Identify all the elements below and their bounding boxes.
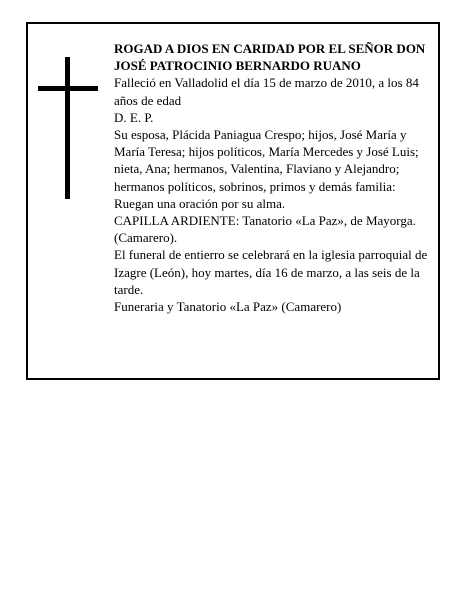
prayer-request: Ruegan una oración por su alma.	[114, 195, 286, 211]
rest-in-peace: D. E. P.	[114, 109, 154, 125]
notice-body	[114, 40, 436, 315]
cross-icon	[38, 57, 98, 199]
obituary-notice	[26, 22, 440, 380]
chapel-info: CAPILLA ARDIENTE: Tanatorio «La Paz», de Mayorga. (Camarero).	[114, 213, 416, 246]
family-list: Su esposa, Plácida Paniagua Crespo; hijos, José María y María Teresa; hijos políticos, María Mercedes y José Luis; nieta, Ana; hermanos, Valentina, Flaviano y Alejandro; hermanos políticos, sobrinos, primos y demás familia:	[114, 127, 419, 194]
cross-horizontal-bar	[38, 86, 98, 91]
funeral-info: El funeral de entierro se celebrará en la iglesia parroquial de Izagre (León), hoy martes, día 16 de marzo, a las seis de la tarde.	[114, 247, 428, 297]
death-details: Falleció en Valladolid el día 15 de marzo de 2010, a los 84 años de edad	[114, 75, 419, 108]
notice-heading: ROGAD A DIOS EN CARIDAD POR EL SEÑOR DON JOSÉ PATROCINIO BERNARDO RUANO	[114, 41, 426, 74]
funeral-home: Funeraria y Tanatorio «La Paz» (Camarero)	[114, 299, 342, 315]
cross-vertical-bar	[65, 57, 70, 199]
